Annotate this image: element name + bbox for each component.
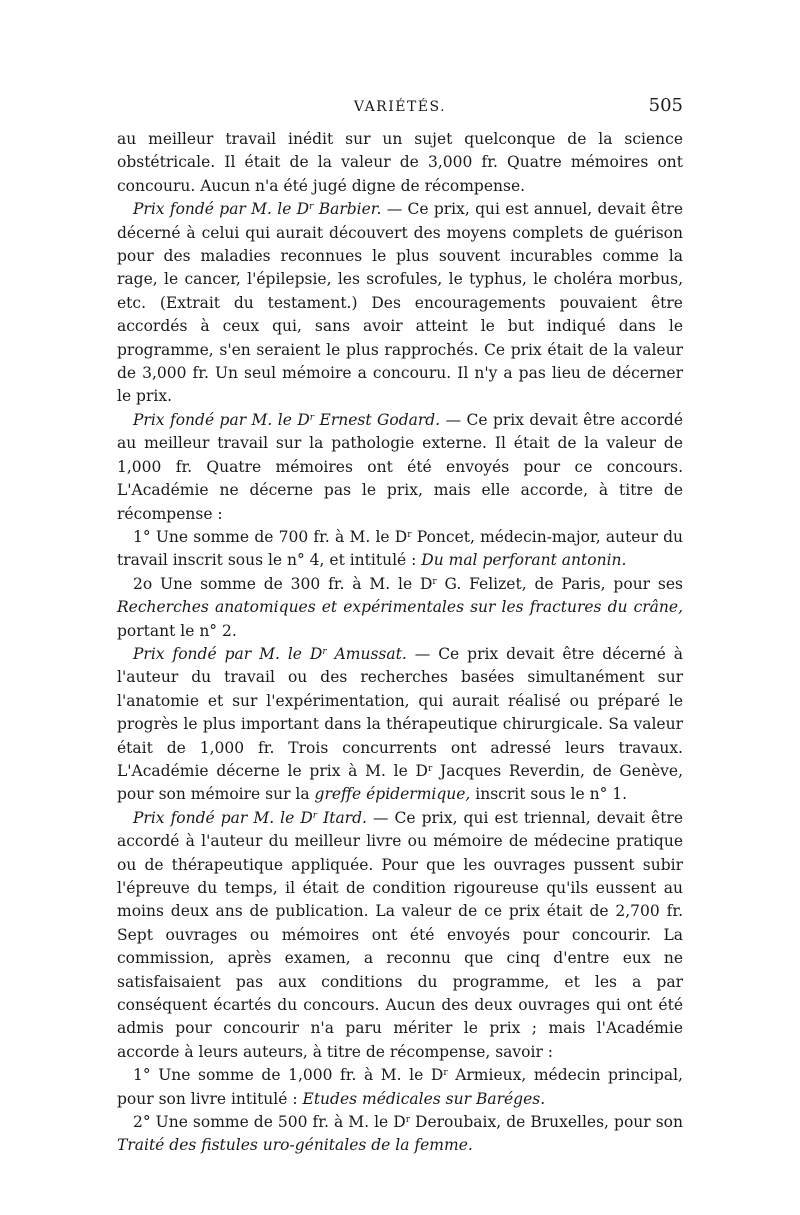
text-run: 2° Une somme de 500 fr. à M. le D — [133, 1113, 406, 1132]
paragraph — [117, 1111, 683, 1158]
text-run: 1° Une somme de 1,000 fr. à M. le D — [133, 1066, 444, 1085]
superscript: r — [322, 646, 327, 657]
body-text — [117, 128, 683, 1158]
text-run: — Ce prix, qui est annuel, devait être décerné à celui qui aurait découvert des moyens complets de guérison pour des maladies reconnues le plus souvent incurables comme la rage, le cancer, l'épilepsie, les scrofules, le typhus, le choléra morbus, etc. (Extrait du testament.) Des encouragements pouvaient être accordés à ceux qui, sans avoir atteint le but indiqué dans le programme, s'en seraient le plus rapprochés. Ce prix était de la valeur de 3,000 fr. Un seul mémoire a concouru. Il n'y a pas lieu de décerner le prix. — [117, 200, 684, 406]
italic-text: Barbier. — [313, 200, 382, 219]
italic-text: greffe épidermique, — [314, 785, 471, 804]
paragraph — [117, 807, 683, 1064]
superscript: r — [407, 529, 412, 540]
text-run: inscrit sous le n° 1. — [470, 785, 628, 804]
superscript: r — [309, 202, 314, 213]
text-run: au meilleur travail inédit sur un sujet quelconque de la science obstétricale. Il était de la valeur de 3,000 fr. Quatre mémoires ont concouru. Aucun n'a été jugé digne de récompense. — [117, 130, 683, 195]
italic-text: Prix fondé par M. le D — [133, 644, 323, 663]
italic-text: Itard. — [317, 808, 367, 827]
running-title: VARIÉTÉS. — [353, 99, 447, 115]
italic-text: Du mal perforant antonin. — [421, 551, 627, 570]
text-run: Jacques Reverdin, de Genève, pour son mémoire sur la — [117, 761, 683, 804]
text-run: G. Felizet, de Paris, pour ses — [436, 574, 683, 593]
paragraph — [117, 573, 683, 643]
text-run: portant le n° 2. — [117, 621, 237, 640]
italic-text: Ernest Godard. — [314, 410, 441, 429]
paragraph — [117, 526, 683, 573]
italic-text: Traité des fistules uro-génitales de la femme. — [117, 1136, 473, 1155]
paragraph — [117, 1064, 683, 1111]
superscript: r — [309, 412, 315, 423]
text-run: Deroubaix, de Bruxelles, pour son — [410, 1113, 683, 1132]
text-run: 1° Une somme de 700 fr. à M. le D — [133, 527, 408, 546]
running-head — [117, 94, 683, 120]
italic-text: Prix fondé par M. le D — [133, 808, 313, 827]
italic-text: Prix fondé par M. le D — [133, 200, 310, 219]
page-number: 505 — [648, 95, 683, 116]
italic-text: Prix fondé par M. le D — [133, 410, 310, 429]
superscript: r — [443, 1068, 448, 1079]
text-run: 2o Une somme de 300 fr. à M. le D — [133, 574, 433, 593]
text-run: — Ce prix devait être accordé au meilleur travail sur la pathologie externe. Il était de la valeur de 1,000 fr. Quatre mémoires ont été envoyés pour ce concours. L'Académie ne décerne pas le prix, mais elle accorde, à titre de récompense : — [117, 410, 683, 523]
superscript: r — [432, 576, 437, 587]
text-run: — Ce prix devait être décerné à l'auteur du travail ou des recherches basées simultanément sur l'anatomie et sur l'expérimentation, qui aurait réalisé ou préparé le progrès le plus important dans la thérapeutique chirurgicale. Sa valeur était de 1,000 fr. Trois concurrents ont adressé leurs travaux. L'Académie décerne le prix à M. le D — [117, 644, 684, 780]
paragraph — [117, 198, 683, 409]
italic-text: Recherches anatomiques et expérimentales sur les fractures du crâne, — [117, 598, 683, 617]
text-run: Poncet, médecin-major, auteur du travail inscrit sous le n° 4, et intitulé : — [117, 527, 683, 570]
paragraph — [117, 643, 683, 807]
italic-text: Etudes médicales sur Baréges. — [302, 1089, 546, 1108]
text-run: — Ce prix, qui est triennal, devait être accordé à l'auteur du meilleur livre ou mémoire de médecine pratique ou de thérapeutique appliquée. Pour que les ouvrages pussent subir l'épreuve du temps, il était de condition rigoureuse qu'ils eussent au moins deux ans de publication. La valeur de ce prix était de 2,700 fr. Sept ouvrages ou mémoires ont été envoyés pour concourir. La commission, après examen, a reconnu que cinq d'entre eux ne satisfaisaient pas aux conditions du programme, et les a par conséquent écartés du concours. Aucun des deux ouvrages qui ont été admis pour concourir n'a paru mériter le prix ; mais l'Académie accorde à leurs auteurs, à titre de récompense, savoir : — [117, 808, 684, 1061]
superscript: r — [405, 1115, 410, 1126]
paragraph — [117, 409, 683, 526]
paragraph — [117, 128, 683, 198]
italic-text: Amussat. — [326, 644, 407, 663]
superscript: r — [312, 810, 318, 821]
superscript: r — [427, 763, 433, 774]
text-run: Armieux, médecin principal, pour son livre intitulé : — [117, 1066, 683, 1108]
